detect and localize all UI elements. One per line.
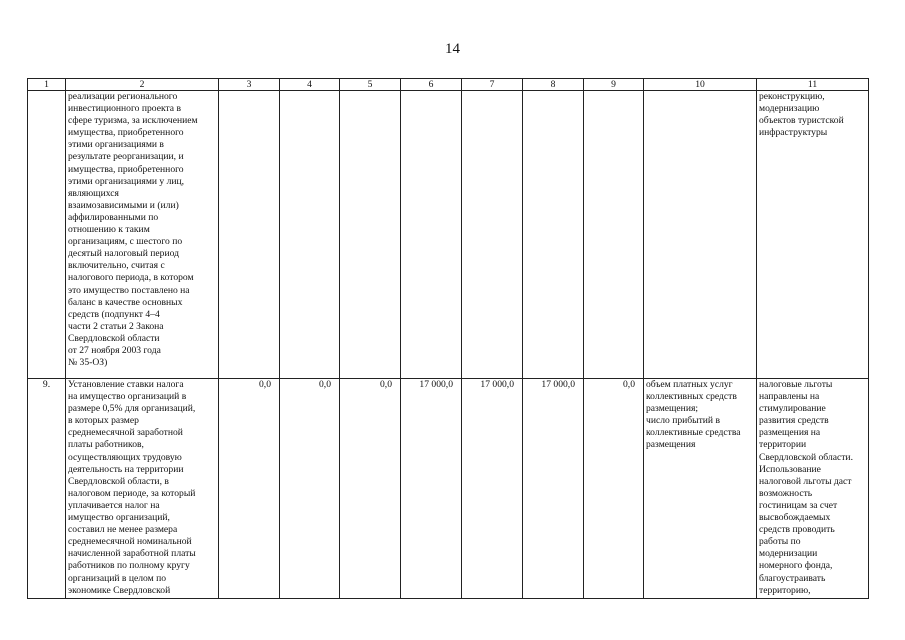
value-cell (219, 91, 280, 379)
column-header: 9 (584, 79, 644, 91)
column-number-row (28, 79, 869, 91)
column-header: 2 (66, 79, 219, 91)
column-header: 7 (462, 79, 523, 91)
value-cell: 0,0 (219, 379, 280, 599)
column-header: 5 (340, 79, 401, 91)
page-number: 14 (445, 41, 460, 57)
table-row (28, 91, 869, 379)
column-header: 11 (757, 79, 869, 91)
value-cell (401, 91, 462, 379)
rationale-cell: налоговые льготы направлены на стимулирование развития средств размещения на территории Свердловской области. Использование налоговой льготы даст возможность гостиницам за счет высвобождаемых средств проводить работы по модернизации номерного фонда, благоустраивать территорию, (757, 379, 869, 599)
column-header: 6 (401, 79, 462, 91)
value-cell: 17 000,0 (401, 379, 462, 599)
row-number: 9. (28, 379, 66, 599)
value-cell: 17 000,0 (462, 379, 523, 599)
value-cell (340, 91, 401, 379)
value-cell: 0,0 (340, 379, 401, 599)
value-cell (523, 91, 584, 379)
column-header: 3 (219, 79, 280, 91)
column-header: 8 (523, 79, 584, 91)
column-header: 10 (644, 79, 757, 91)
value-cell: 17 000,0 (523, 379, 584, 599)
value-cell (462, 91, 523, 379)
column-header: 4 (280, 79, 340, 91)
table-row (28, 379, 869, 599)
value-cell: 0,0 (584, 379, 644, 599)
rationale-cell: реконструкцию, модернизацию объектов туристской инфраструктуры (757, 91, 869, 379)
value-cell (584, 91, 644, 379)
benefit-description: реализации регионального инвестиционного проекта в сфере туризма, за исключением имущества, приобретенного этими организациями в результате реорганизации, и имущества, приобретенного этими организациями у лиц, являющихся взаимозависимыми и (или) аффилированными по отношению к таким организациям, с шестого по десятый налоговый период включительно, считая с налогового периода, в котором это имущество поставлено на баланс в качестве основных средств (подпункт 4–4 части 2 статьи 2 Закона Свердловской области от 27 ноября 2003 года № 35-ОЗ) (66, 91, 219, 379)
tax-benefits-table (27, 78, 869, 599)
row-number (28, 91, 66, 379)
benefit-description: Установление ставки налога на имущество организаций в размере 0,5% для организаций, в которых размер среднемесячной заработной платы работников, осуществляющих трудовую деятельность на территории Свердловской области, в налоговом периоде, за который уплачивается налог на имущество организаций, составил не менее размера среднемесячной номинальной начисленной заработной платы работников по полному кругу организаций в целом по экономике Свердловской (66, 379, 219, 599)
value-cell: 0,0 (280, 379, 340, 599)
value-cell (280, 91, 340, 379)
indicators-cell: объем платных услуг коллективных средств размещения; число прибытий в коллективные средства размещения (644, 379, 757, 599)
indicators-cell (644, 91, 757, 379)
column-header: 1 (28, 79, 66, 91)
